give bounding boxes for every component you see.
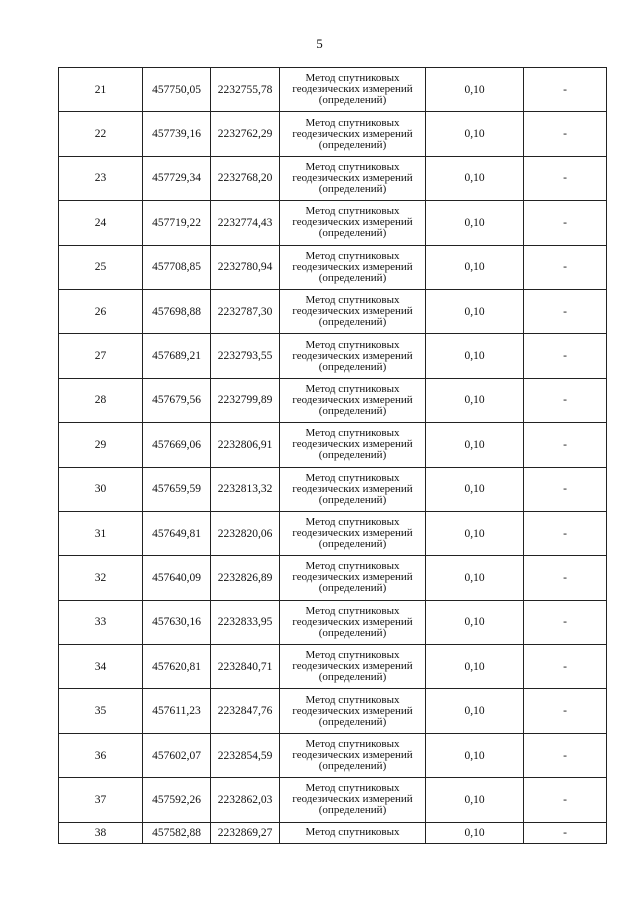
method-cell [280,201,426,245]
method-cell [280,245,426,289]
method-cell [280,556,426,600]
method-cell [280,645,426,689]
table-row [59,423,607,467]
method-text-line: Метод спутниковых [305,560,400,573]
method-text-line: геодезических измерений [292,615,413,628]
y-coordinate-cell: 2232768,20 [211,156,280,200]
method-cell [280,289,426,333]
table-row [59,112,607,156]
table-row [59,689,607,733]
x-coordinate-cell: 457669,06 [143,423,211,467]
x-coordinate-cell: 457679,56 [143,378,211,422]
note-cell: - [524,645,607,689]
note-cell: - [524,822,607,843]
method-cell [280,689,426,733]
table-row [59,378,607,422]
method-cell [280,733,426,777]
note-cell: - [524,556,607,600]
method-cell [280,378,426,422]
x-coordinate-cell: 457719,22 [143,201,211,245]
accuracy-cell: 0,10 [426,378,524,422]
method-text-line: Метод спутниковых [305,160,400,173]
method-text-line: геодезических измерений [292,438,413,451]
note-cell: - [524,289,607,333]
x-coordinate-cell: 457708,85 [143,245,211,289]
x-coordinate-cell: 457689,21 [143,334,211,378]
method-text-line: (определений) [318,804,387,817]
note-cell: - [524,778,607,822]
method-text-line: Метод спутниковых [305,338,400,351]
note-cell: - [524,689,607,733]
accuracy-cell: 0,10 [426,423,524,467]
method-cell: Метод спутниковых [280,822,426,843]
note-cell: - [524,423,607,467]
method-text-line: Метод спутниковых [305,738,400,751]
accuracy-cell: 0,10 [426,467,524,511]
y-coordinate-cell: 2232793,55 [211,334,280,378]
accuracy-cell: 0,10 [426,156,524,200]
accuracy-cell: 0,10 [426,201,524,245]
method-text-line: (определений) [318,538,387,551]
method-text-line: геодезических измерений [292,749,413,762]
method-text-line: Метод спутниковых [305,382,400,395]
method-text-line: геодезических измерений [292,704,413,717]
point-number-cell: 22 [59,112,143,156]
method-cell [280,156,426,200]
y-coordinate-cell: 2232787,30 [211,289,280,333]
method-cell [280,467,426,511]
table-row [59,645,607,689]
point-number-cell: 23 [59,156,143,200]
y-coordinate-cell: 2232780,94 [211,245,280,289]
y-coordinate-cell: 2232869,27 [211,822,280,843]
point-number-cell: 25 [59,245,143,289]
accuracy-cell: 0,10 [426,334,524,378]
point-number-cell: 35 [59,689,143,733]
point-number-cell: 31 [59,511,143,555]
y-coordinate-cell: 2232840,71 [211,645,280,689]
point-number-cell: 36 [59,733,143,777]
method-text-line: (определений) [318,582,387,595]
table-row [59,156,607,200]
method-text-line: (определений) [318,760,387,773]
point-number-cell: 21 [59,68,143,112]
y-coordinate-cell: 2232755,78 [211,68,280,112]
method-text-line: геодезических измерений [292,571,413,584]
point-number-cell: 27 [59,334,143,378]
method-text-line: (определений) [318,404,387,417]
method-text-line: Метод спутниковых [305,782,400,795]
method-text-line: геодезических измерений [292,260,413,273]
y-coordinate-cell: 2232854,59 [211,733,280,777]
note-cell: - [524,378,607,422]
page-number: 5 [316,36,323,51]
method-text-line: геодезических измерений [292,127,413,140]
accuracy-cell: 0,10 [426,822,524,843]
point-number-cell: 29 [59,423,143,467]
point-number-cell: 38 [59,822,143,843]
point-number-cell: 32 [59,556,143,600]
method-text-line: (определений) [318,671,387,684]
accuracy-cell: 0,10 [426,68,524,112]
method-text-line: Метод спутниковых [305,471,400,484]
x-coordinate-cell: 457611,23 [143,689,211,733]
accuracy-cell: 0,10 [426,289,524,333]
table-body [59,68,607,844]
method-text-line: геодезических измерений [292,393,413,406]
accuracy-cell: 0,10 [426,778,524,822]
method-text-line: геодезических измерений [292,83,413,96]
y-coordinate-cell: 2232762,29 [211,112,280,156]
method-cell [280,334,426,378]
method-text-line: Метод спутниковых [305,205,400,218]
x-coordinate-cell: 457592,26 [143,778,211,822]
x-coordinate-cell: 457620,81 [143,645,211,689]
method-text-line: Метод спутниковых [305,249,400,262]
method-text-line: геодезических измерений [292,793,413,806]
method-cell [280,511,426,555]
note-cell: - [524,334,607,378]
note-cell: - [524,511,607,555]
accuracy-cell: 0,10 [426,600,524,644]
method-text-line: геодезических измерений [292,305,413,318]
table-row [59,778,607,822]
table-row [59,289,607,333]
note-cell: - [524,600,607,644]
note-cell: - [524,733,607,777]
point-number-cell: 30 [59,467,143,511]
point-number-cell: 33 [59,600,143,644]
method-text-line: геодезических измерений [292,482,413,495]
method-text-line: Метод спутниковых [305,116,400,129]
point-number-cell: 34 [59,645,143,689]
x-coordinate-cell: 457649,81 [143,511,211,555]
table-row [59,245,607,289]
table-row [59,201,607,245]
method-text-line: геодезических измерений [292,216,413,229]
method-cell [280,112,426,156]
y-coordinate-cell: 2232820,06 [211,511,280,555]
method-text-line: Метод спутниковых [305,294,400,307]
table-row [59,68,607,112]
table-row [59,511,607,555]
accuracy-cell: 0,10 [426,645,524,689]
point-number-cell: 24 [59,201,143,245]
note-cell: - [524,156,607,200]
method-text-line: (определений) [318,316,387,329]
method-text-line: (определений) [318,715,387,728]
method-cell [280,423,426,467]
x-coordinate-cell: 457729,34 [143,156,211,200]
note-cell: - [524,245,607,289]
y-coordinate-cell: 2232862,03 [211,778,280,822]
x-coordinate-cell: 457582,88 [143,822,211,843]
x-coordinate-cell: 457602,07 [143,733,211,777]
note-cell: - [524,112,607,156]
accuracy-cell: 0,10 [426,245,524,289]
x-coordinate-cell: 457640,09 [143,556,211,600]
method-cell [280,68,426,112]
x-coordinate-cell: 457739,16 [143,112,211,156]
table-row [59,822,607,843]
method-text-line: геодезических измерений [292,527,413,540]
y-coordinate-cell: 2232826,89 [211,556,280,600]
x-coordinate-cell: 457750,05 [143,68,211,112]
note-cell: - [524,201,607,245]
method-text-line: (определений) [318,271,387,284]
method-cell [280,778,426,822]
table-row [59,334,607,378]
table-row [59,556,607,600]
x-coordinate-cell: 457698,88 [143,289,211,333]
method-text-line: (определений) [318,227,387,240]
accuracy-cell: 0,10 [426,733,524,777]
method-text-line: Метод спутниковых [305,72,400,85]
method-text-line: (определений) [318,360,387,373]
method-text-line: (определений) [318,449,387,462]
method-text-line: (определений) [318,493,387,506]
y-coordinate-cell: 2232799,89 [211,378,280,422]
note-cell: - [524,68,607,112]
method-text-line: Метод спутниковых [305,427,400,440]
method-text-line: геодезических измерений [292,349,413,362]
accuracy-cell: 0,10 [426,112,524,156]
coordinates-table [58,67,607,844]
point-number-cell: 37 [59,778,143,822]
method-text-line: Метод спутниковых [305,649,400,662]
accuracy-cell: 0,10 [426,511,524,555]
method-text-line: Метод спутниковых [305,516,400,529]
y-coordinate-cell: 2232806,91 [211,423,280,467]
accuracy-cell: 0,10 [426,556,524,600]
y-coordinate-cell: 2232847,76 [211,689,280,733]
method-text-line: Метод спутниковых [305,604,400,617]
method-text-line: (определений) [318,626,387,639]
point-number-cell: 28 [59,378,143,422]
method-text-line: геодезических измерений [292,660,413,673]
y-coordinate-cell: 2232774,43 [211,201,280,245]
accuracy-cell: 0,10 [426,689,524,733]
point-number-cell: 26 [59,289,143,333]
method-text-line: (определений) [318,94,387,107]
x-coordinate-cell: 457630,16 [143,600,211,644]
method-text-line: Метод спутниковых [305,693,400,706]
method-cell [280,600,426,644]
table-row [59,467,607,511]
y-coordinate-cell: 2232833,95 [211,600,280,644]
y-coordinate-cell: 2232813,32 [211,467,280,511]
method-text-line: (определений) [318,182,387,195]
table-row [59,600,607,644]
note-cell: - [524,467,607,511]
x-coordinate-cell: 457659,59 [143,467,211,511]
method-text-line: геодезических измерений [292,171,413,184]
table-row [59,733,607,777]
method-text-line: (определений) [318,138,387,151]
